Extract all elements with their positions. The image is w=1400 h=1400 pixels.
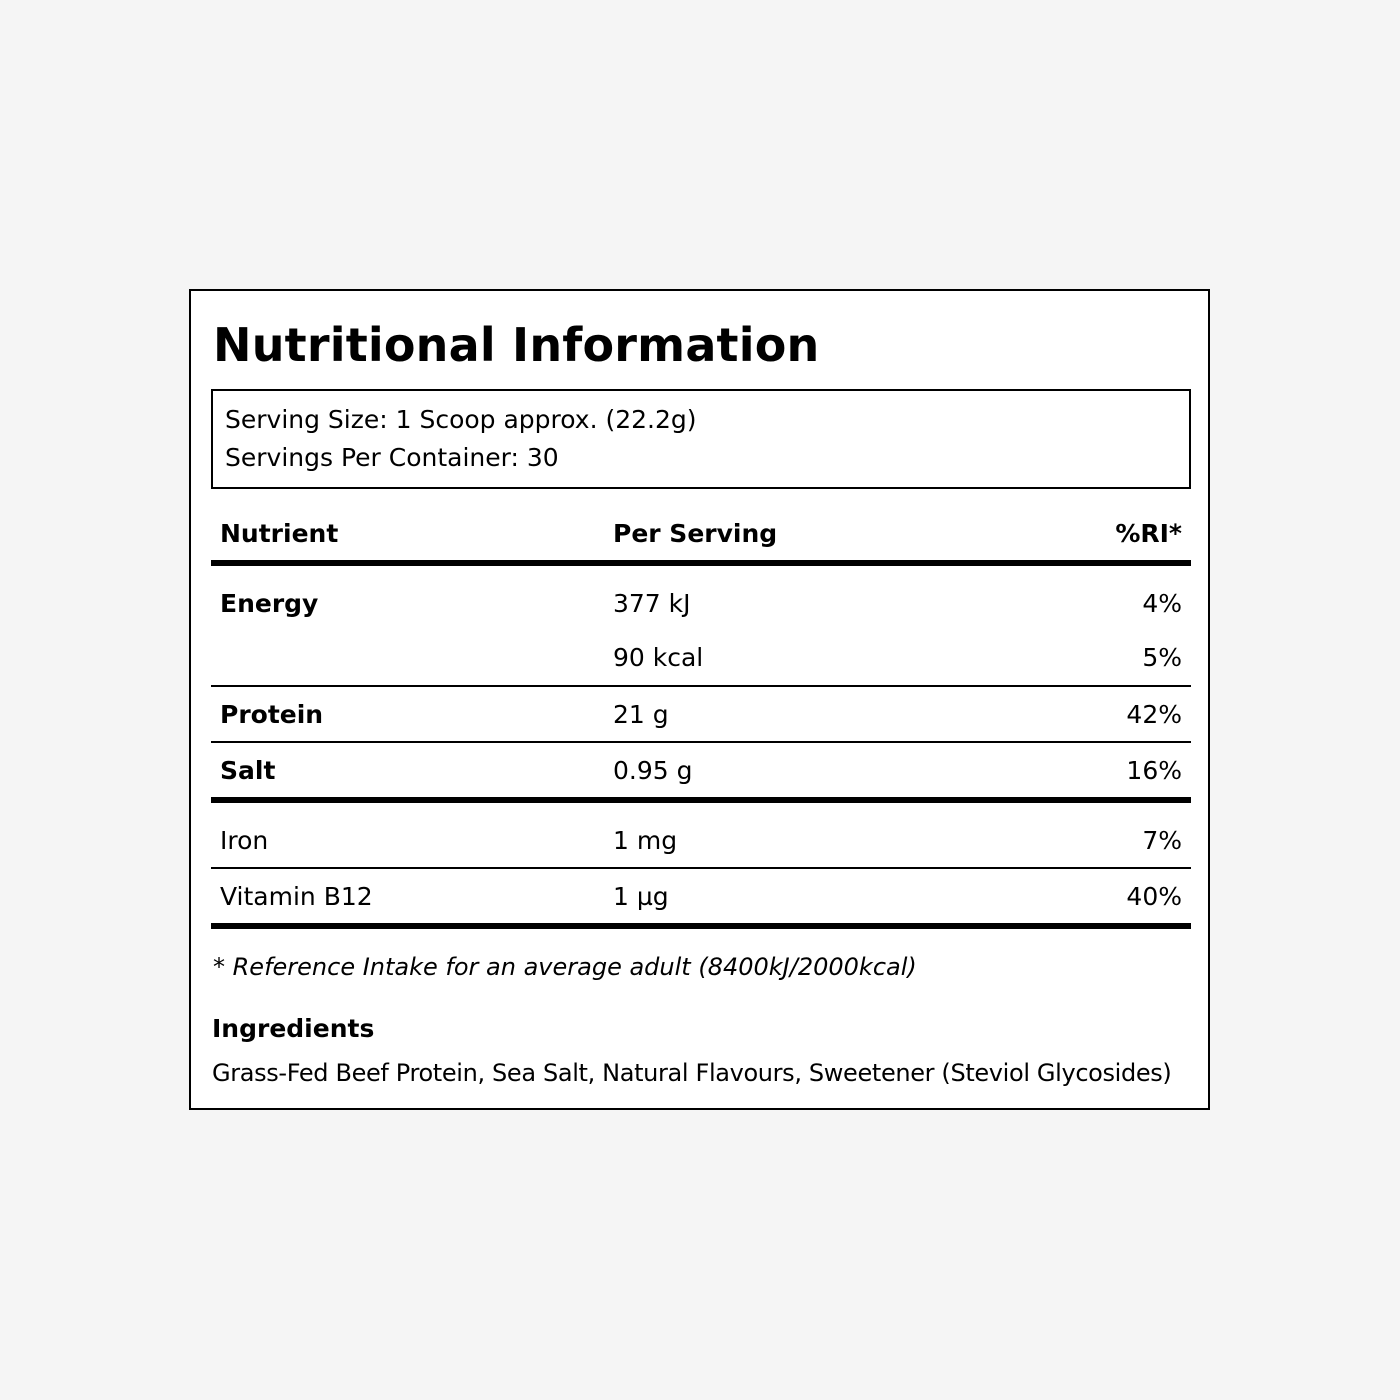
header-nutrient: Nutrient: [220, 519, 339, 548]
header-per-serving: Per Serving: [613, 519, 778, 548]
energy-kcal-value: 90 kcal: [613, 643, 704, 672]
ingredients-heading: Ingredients: [212, 1014, 375, 1043]
energy-kj-value: 377 kJ: [613, 589, 691, 618]
nutrient-name: Salt: [220, 756, 276, 785]
servings-per-container: Servings Per Container: 30: [225, 443, 559, 472]
table-header: [211, 509, 1191, 566]
energy-kcal-ri: 5%: [1142, 643, 1182, 672]
serving-size: Serving Size: 1 Scoop approx. (22.2g): [225, 405, 697, 434]
reference-intake-footnote: * Reference Intake for an average adult (8400kJ/2000kcal): [213, 953, 917, 981]
per-serving-value: 1 mg: [613, 826, 678, 855]
table-row-energy: [211, 566, 1191, 687]
per-serving-value: 0.95 g: [613, 756, 693, 785]
per-serving-value: 1 µg: [613, 882, 669, 911]
nutrition-label: [189, 289, 1210, 1110]
ri-value: 42%: [1126, 700, 1182, 729]
nutrient-name: Protein: [220, 700, 324, 729]
nutrient-name: Energy: [220, 589, 319, 618]
ingredients-list: Grass-Fed Beef Protein, Sea Salt, Natural Flavours, Sweetener (Steviol Glycosides): [212, 1059, 1172, 1087]
table-row-salt: [211, 743, 1191, 803]
ri-value: 16%: [1126, 756, 1182, 785]
nutrition-table: [211, 509, 1191, 929]
nutrient-name: Vitamin B12: [220, 882, 373, 911]
serving-info-box: [211, 389, 1191, 489]
table-row-vitamin-b12: [211, 869, 1191, 929]
table-row-iron: [211, 803, 1191, 869]
nutrient-name: Iron: [220, 826, 269, 855]
header-ri: %RI*: [1115, 519, 1182, 548]
ri-value: 40%: [1126, 882, 1182, 911]
per-serving-value: 21 g: [613, 700, 669, 729]
table-row-protein: [211, 687, 1191, 743]
energy-kj-ri: 4%: [1142, 589, 1182, 618]
ri-value: 7%: [1142, 826, 1182, 855]
label-title: Nutritional Information: [213, 318, 820, 372]
